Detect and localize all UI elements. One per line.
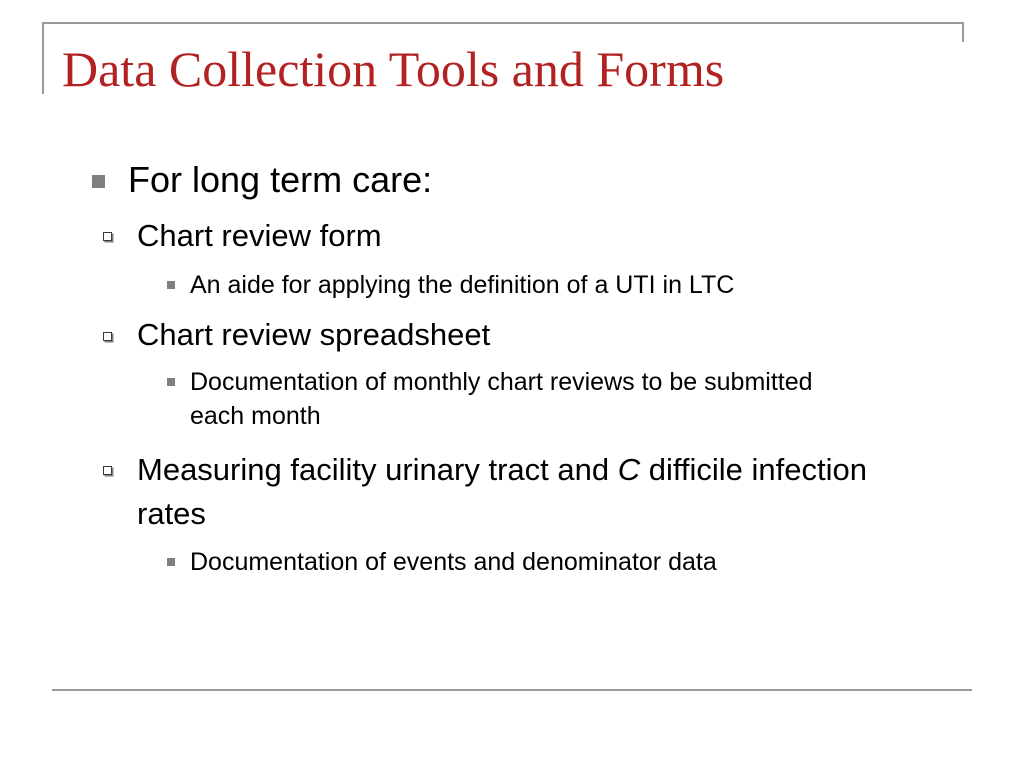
bullet-level2-text: Chart review form	[137, 218, 382, 253]
bullet-level1-text: For long term care:	[128, 159, 433, 200]
bullet-level2-text	[137, 448, 897, 536]
small-square-bullet-icon	[167, 378, 175, 386]
heading-text-after: difficile infection rates	[137, 452, 867, 531]
hollow-square-bullet-icon	[103, 466, 112, 475]
bullet-level3-text: Documentation of events and denominator data	[190, 548, 717, 576]
hollow-square-bullet-icon	[103, 332, 112, 341]
hollow-square-bullet-icon	[103, 232, 112, 241]
square-bullet-icon	[92, 175, 105, 188]
slide-title: Data Collection Tools and Forms	[62, 41, 725, 97]
bottom-rule	[52, 689, 972, 691]
bullet-level3-text: An aide for applying the definition of a UTI in LTC	[190, 271, 735, 299]
bullet-level3-text: Documentation of monthly chart reviews to be submitted each month	[190, 368, 813, 430]
heading-text-before: Measuring facility urinary tract and	[137, 452, 618, 487]
small-square-bullet-icon	[167, 281, 175, 289]
bullet-level2-text: Chart review spreadsheet	[137, 317, 491, 352]
small-square-bullet-icon	[167, 558, 175, 566]
heading-text-italic: C	[617, 452, 641, 487]
